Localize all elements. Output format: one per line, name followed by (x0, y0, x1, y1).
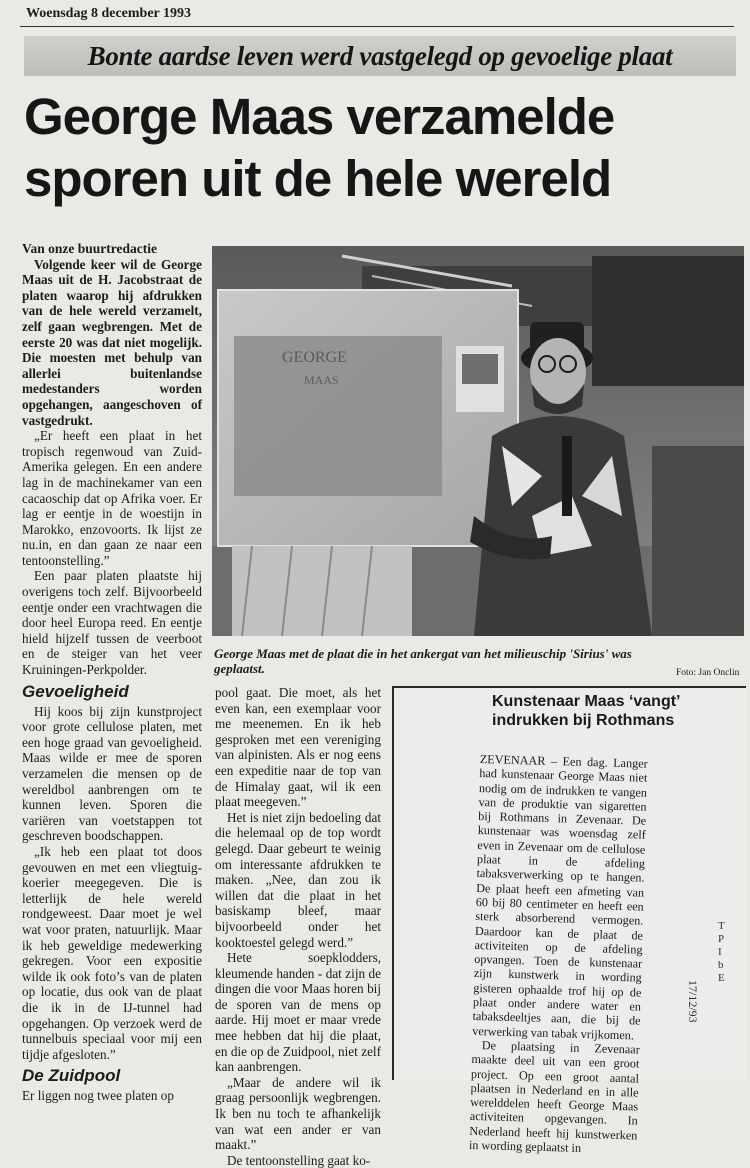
paragraph: De plaatsing in Zevenaar maakte deel uit van een groot project. Op een groot aantal plaatsen in Nederland en in alle werelddelen heeft George Maas activiteiten opgevangen. In Nederland heeft hij kunstwerken in wording geplaatst in (468, 1038, 640, 1155)
byline: Van onze buurtredactie (22, 241, 157, 256)
paragraph: Hete soepklodders, kleumende handen - dat zijn de dingen die voor Maas horen bij de sporen van de mens op aarde. Hij moet er maar vrede mee hebben dat hij die plaat, en die op de Zuidpool, niet zelf kan aanbrengen. (215, 950, 381, 1075)
top-rule (20, 26, 734, 27)
subhead-gevoeligheid: Gevoeligheid (22, 681, 129, 701)
headline-line-2: sporen uit de hele wereld (24, 150, 612, 207)
paragraph: „Maar de andere wil ik graag persoonlijk wegbrengen. Ik ben nu toch te afhankelijk van wat een ander er van maakt.” (215, 1074, 381, 1153)
paragraph: „Ik heb een plaat tot doos gevouwen en met een vliegtuig-koerier meegegeven. Die is letterlijk de hele wereld rondgeweest. Daar moet je wel wat voor praten, natuurlijk. Maar ik heb geweldige medewerking gekregen. Voor een expositie wilde ik ook foto’s van de platen op locatie, dus ook van de plaat die ik in de IJ-tunnel had opgehangen. Op verzoek werd de tunnelbuis speciaal voor mij een tijdje afgesloten.” (22, 843, 202, 1062)
subhead-zuidpool: De Zuidpool (22, 1066, 121, 1086)
main-headline (24, 86, 744, 210)
paragraph: Een paar platen plaatste hij overigens toch zelf. Bijvoorbeeld eentje onder een vrachtwagen die door heel Europa reed. En eentje hield hijzelf tussen de veerboot en de steiger van het veer Kruiningen-Perkpolder. (22, 568, 202, 678)
paragraph: De tentoonstelling gaat ko- (227, 1152, 371, 1168)
photo-caption: George Maas met de plaat die in het ankergat van het milieuschip 'Sirius' was geplaatst. (214, 646, 632, 676)
headline-line-1: George Maas verzamelde (24, 88, 615, 145)
dateline: Woensdag 8 december 1993 (26, 6, 192, 21)
kicker-headline: Bonte aardse leven werd vastgelegd op gevoelige plaat (24, 36, 736, 76)
board-text-2: MAAS (304, 373, 339, 387)
paragraph: pool gaat. Die moet, als het even kan, een exemplaar voor me meenemen. En ik heb gesproken met een vereniging van alpinisten. Als er nog eens een expeditie naar de top van de Himalay gaat, wil ik een plaat meegeven.” (215, 685, 381, 810)
photo-illustration (212, 246, 744, 636)
handwritten-date-note: 17/12/93 (686, 980, 700, 1023)
board-text-1: GEORGE (282, 349, 347, 366)
photo-credit: Foto: Jan Onclin (676, 668, 740, 678)
article-column-2 (215, 685, 381, 1168)
cropped-side-text: T P I b E (718, 920, 725, 984)
paragraph: Er liggen nog twee platen op (22, 1088, 174, 1104)
paragraph: ZEVENAAR – Een dag. Langer had kunstenaar George Maas niet nodig om de indrukken te vangen van de produktie van sigaretten bij Rothmans in Zevenaar. De kunstenaar was woensdag zelf even in Zevenaar om de cellulose plaat in de afdeling tabaksverwerking op te hangen. De plaat heeft een afmeting van 60 bij 80 centimeter en heeft een sterk absorberend vermogen. Daardoor kan de plaat de activiteiten op de afdeling opvangen. Toen de kunstenaar zijn kunstwerk in wording gisteren ophaalde trof hij op de plaat onder andere water en tabaksdeeltjes aan, die bij de verwerking van tabak vrijkomen. (472, 752, 648, 1043)
paragraph: Het is niet zijn bedoeling dat die helemaal op de top wordt gelegd. Daar gebeurt te weinig om interessante afdrukken te maken. „Nee, dan zou ik willen dat die plaat in het basiskamp bleef, maar bijvoorbeeld onder het kooktoestel gelegd werd.” (215, 809, 381, 950)
article-photo (212, 246, 744, 636)
paragraph: „Er heeft een plaat in het tropisch regenwoud van Zuid-Amerika gelegen. En een andere lag in de machinekamer van een cacaoschip dat op Afrika voer. Er lag er eentje in de woestijn in Marokko, enzovoorts. Ik lijst ze nu.in, en dan gaan ze naar een tentoonstelling.” (22, 428, 202, 568)
sidebar-article-body (469, 752, 648, 1157)
article-column-1 (22, 241, 202, 1104)
lead-paragraph: Volgende keer wil de George Maas uit de H. Jacobstraat de platen waarop hij afdrukken van de hele wereld verzamelt, zelf gaan wegbrengen. Met de eerste 20 was dat niet mogelijk. Die moesten met behulp van allerlei buitenlandse medestanders worden opgehangen, aangeschoven of vastgedrukt. (22, 256, 202, 428)
paragraph: Hij koos bij zijn kunstproject voor grote cellulose platen, met een hoge graad van gevoeligheid. Maas wilde er mee de sporen verzamelen die mensen op de wereldbol aanbrengen om te kunnen leven. Sporen die variëren van voetstappen tot geschreven boodschappen. (22, 703, 202, 844)
sidebar-article-title: Kunstenaar Maas ‘vangt’ indrukken bij Rothmans (492, 693, 680, 729)
